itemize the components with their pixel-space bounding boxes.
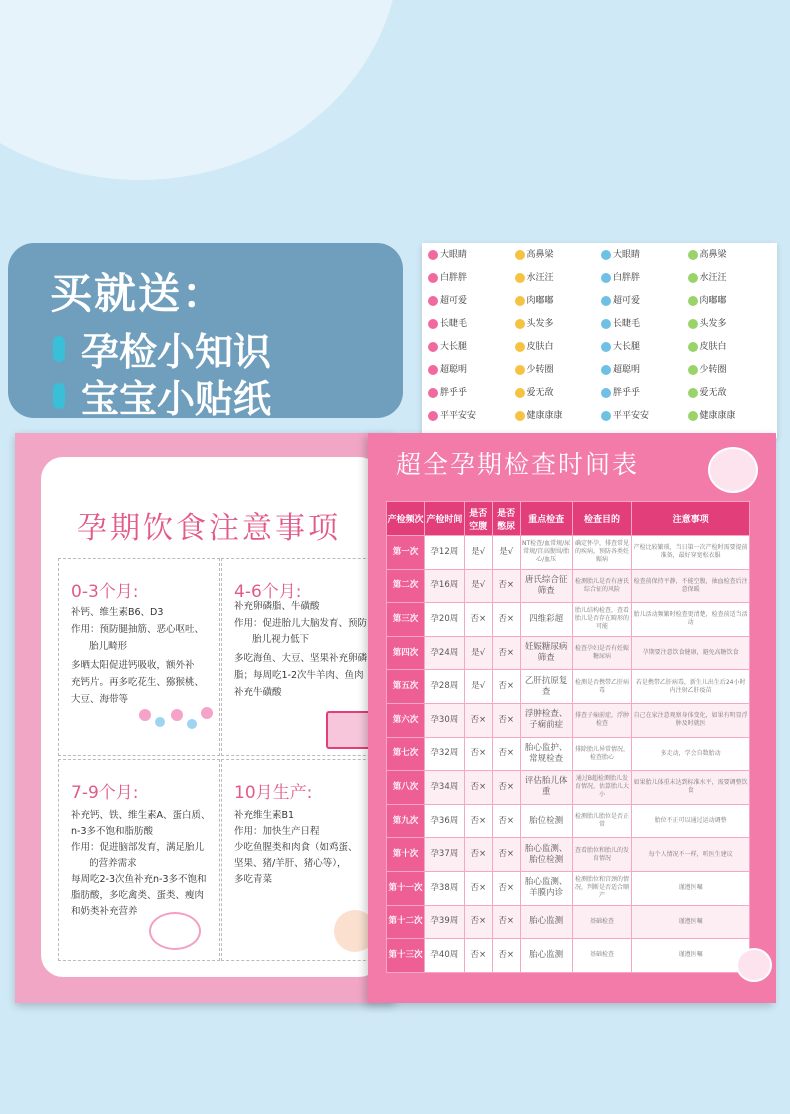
table-cell: 否× [464,939,492,973]
table-cell: 四维彩超 [520,603,572,637]
sticker-icon [688,365,698,375]
table-cell: 基础检查 [572,939,632,973]
schedule-sheet [368,433,776,1003]
sticker-icon [601,296,611,306]
diet-line: 多晒太阳促进钙吸收，额外补 [71,660,195,671]
sticker [428,270,515,286]
sticker-icon [515,365,525,375]
table-row [387,771,750,805]
table-row [387,636,750,670]
sticker-icon [688,273,698,283]
diet-line: 少吃鱼腥类和肉食（如鸡蛋、 [234,842,358,853]
table-cell: 检查孕妇是否有妊娠糖尿病 [572,636,632,670]
sticker-icon [428,296,438,306]
table-cell: 否× [492,737,520,771]
table-cell: 胎心监测、胎位检测 [520,838,572,872]
sticker [688,385,775,401]
sticker-label: 高鼻梁 [699,250,727,260]
sticker-label: 超聪明 [613,365,641,375]
heart-balloon-icon [171,709,183,721]
table-row [387,536,750,570]
table-cell: 谨遵医嘱 [632,905,750,939]
sticker-label: 肉嘟嘟 [699,296,727,306]
diet-line: n-3多不饱和脂肪酸 [71,826,153,837]
table-cell: 乙肝抗原复查 [520,670,572,704]
sticker-icon [515,296,525,306]
table-cell: 确定怀孕，排查常见的疾病，预防各类妊娠病 [572,536,632,570]
table-cell: 否× [492,670,520,704]
promo-item-label: 孕检小知识 [81,330,272,374]
table-cell: 若是携带乙肝病毒，新生儿出生后24小时内注射乙肝疫苗 [632,670,750,704]
table-cell: 第十三次 [387,939,425,973]
promo-item-stickers [53,368,271,423]
diet-line: 多吃海鱼、大豆、坚果补充卵磷 [234,653,368,664]
sticker-label: 健康康康 [699,411,736,421]
table-cell: 孕39周 [424,905,464,939]
table-cell: 检测胎儿胎位是否正常 [572,804,632,838]
table-cell: 第六次 [387,703,425,737]
table-header-cell: 产检频次 [387,502,425,536]
sticker-sheet [422,243,777,438]
sticker-icon [428,250,438,260]
sticker-label: 爱无敌 [699,388,727,398]
table-cell: NT检查/血常规/尿常规/宫高腹围/胎心/血压 [520,536,572,570]
sticker [601,362,688,378]
table-row [387,737,750,771]
diet-line: 脂肪酸，多吃禽类、蛋类、瘦肉 [71,890,205,901]
table-cell: 孕30周 [424,703,464,737]
table-cell: 基础检查 [572,905,632,939]
diet-box-heading: 4-6个月: [234,582,302,602]
table-row [387,703,750,737]
diet-box-heading: 0-3个月: [71,582,139,602]
table-cell: 第三次 [387,603,425,637]
table-row [387,569,750,603]
table-cell: 否× [464,838,492,872]
sticker [428,339,515,355]
sticker-label: 长睫毛 [440,319,468,329]
sticker-label: 水汪汪 [699,273,727,283]
mascot-icon [736,948,772,982]
table-cell: 是√ [492,536,520,570]
sticker [515,316,602,332]
diet-box-heading: 10月生产: [234,783,313,803]
table-cell: 孕24周 [424,636,464,670]
table-cell: 孕34周 [424,771,464,805]
sticker-icon [688,250,698,260]
sticker-icon [688,388,698,398]
promo-item-label: 宝宝小贴纸 [81,377,272,421]
heart-balloon-icon [155,717,165,727]
sticker [428,408,515,424]
table-cell: 妊娠糖尿病筛查 [520,636,572,670]
diet-box-7-9 [58,759,220,961]
table-cell: 第一次 [387,536,425,570]
sticker-icon [428,273,438,283]
sticker [601,270,688,286]
table-cell: 胎儿结构检查，查看胎儿是否存在畸形的可能 [572,603,632,637]
mascot-icon [708,447,758,493]
heart-balloon-icon [201,707,213,719]
sticker-label: 头发多 [699,319,727,329]
bullet-icon [53,383,65,409]
sticker-icon [428,411,438,421]
table-header-cell: 是否憋尿 [492,502,520,536]
sheep-icon [149,912,201,950]
sticker [688,339,775,355]
table-cell: 否× [492,771,520,805]
table-cell: 谨遵医嘱 [632,939,750,973]
sticker [601,339,688,355]
table-cell: 是√ [464,636,492,670]
table-cell: 孕20周 [424,603,464,637]
table-cell: 检测胎儿是否有唐氏综合征的风险 [572,569,632,603]
sticker-label: 白胖胖 [440,273,468,283]
sticker-icon [601,365,611,375]
diet-line: 胎儿视力低下 [234,634,310,645]
table-cell: 第五次 [387,670,425,704]
bullet-icon [53,336,65,362]
sticker-icon [601,342,611,352]
diet-line: 补充维生素B1 [234,810,295,821]
sticker-icon [515,273,525,283]
table-cell: 第九次 [387,804,425,838]
sticker-label: 健康康康 [526,411,563,421]
sticker-icon [515,411,525,421]
sticker-icon [428,319,438,329]
table-cell: 是√ [464,670,492,704]
table-cell: 胎心监测 [520,939,572,973]
table-cell: 否× [464,603,492,637]
sticker-icon [601,273,611,283]
heart-balloon-icon [139,709,151,721]
table-cell: 第二次 [387,569,425,603]
table-cell: 自己在家注意观察身体变化，如果有明显浮肿及时就医 [632,703,750,737]
sticker-icon [688,319,698,329]
table-cell: 否× [464,771,492,805]
sticker [515,293,602,309]
table-cell: 否× [492,569,520,603]
diet-line: 和奶类补充营养 [71,906,138,917]
sticker [515,339,602,355]
table-cell: 评估胎儿体重 [520,771,572,805]
sticker-icon [428,342,438,352]
table-header-row [387,502,750,536]
table-cell: 胎心监测 [520,905,572,939]
sticker-icon [515,342,525,352]
table-cell: 孕38周 [424,871,464,905]
table-cell: 如果胎儿体重未达到标准水平，需要调整饮食 [632,771,750,805]
sticker [688,362,775,378]
table-cell: 排查子痫前症，浮肿检查 [572,703,632,737]
diet-line: 补钙、维生素B6、D3 [71,607,164,618]
diet-line: 作用：预防腿抽筋、恶心呕吐、 [71,624,205,635]
table-cell: 第八次 [387,771,425,805]
sticker-label: 少转圈 [699,365,727,375]
sticker-icon [601,250,611,260]
table-cell: 胎心监测、羊膜内诊 [520,871,572,905]
diet-box-heading: 7-9个月: [71,783,139,803]
table-cell: 孕32周 [424,737,464,771]
diet-line: 胎儿畸形 [71,641,128,652]
table-cell: 是√ [464,569,492,603]
table-cell: 否× [492,804,520,838]
sticker-label: 平平安安 [613,411,650,421]
diet-line: 大豆、海带等 [71,694,129,705]
sticker [428,316,515,332]
sticker-label: 平平安安 [440,411,477,421]
table-cell: 胎儿活动频繁时检查更清楚，检查前适当活动 [632,603,750,637]
sticker [428,247,515,263]
table-cell: 通过B超检测胎儿发育情况，估算胎儿大小 [572,771,632,805]
sticker [515,362,602,378]
sticker-icon [515,319,525,329]
table-cell: 每个人情况不一样，听医生建议 [632,838,750,872]
table-cell: 胎心监护、常规检查 [520,737,572,771]
sticker [515,270,602,286]
diet-line: 多吃青菜 [234,874,273,885]
table-row [387,838,750,872]
sticker-icon [688,342,698,352]
table-row [387,905,750,939]
table-cell: 胎位不正可以通过运动调整 [632,804,750,838]
table-cell: 否× [464,905,492,939]
table-cell: 孕12周 [424,536,464,570]
table-cell: 孕36周 [424,804,464,838]
sticker [601,385,688,401]
table-header-cell: 是否空腹 [464,502,492,536]
sticker [428,293,515,309]
sticker [688,408,775,424]
sticker [601,316,688,332]
sticker-icon [688,411,698,421]
sticker-label: 大长腿 [613,342,641,352]
table-cell: 检测胎位和宫颈的情况，判断是否适合顺产 [572,871,632,905]
table-cell: 孕37周 [424,838,464,872]
sticker-icon [601,411,611,421]
diet-line: 作用：促进脑部发育，满足胎儿 [71,842,205,853]
table-cell: 孕期要注意饮食健康，避免高糖饮食 [632,636,750,670]
sticker-grid [428,247,774,424]
table-cell: 检测是否携带乙肝病毒 [572,670,632,704]
table-header-cell: 产检时间 [424,502,464,536]
diet-line: 作用：加快生产日程 [234,826,320,837]
table-cell: 否× [492,939,520,973]
sticker [688,270,775,286]
table-header-cell: 检查目的 [572,502,632,536]
table-cell: 第十二次 [387,905,425,939]
diet-box-4-6 [221,558,381,756]
table-cell: 否× [492,871,520,905]
table-row [387,670,750,704]
table-cell: 否× [464,703,492,737]
sticker-label: 爱无敌 [526,388,554,398]
sticker-label: 大长腿 [440,342,468,352]
sticker-icon [428,388,438,398]
table-cell: 谨遵医嘱 [632,871,750,905]
sticker [515,408,602,424]
schedule-table [386,501,750,973]
table-header-cell: 重点检查 [520,502,572,536]
sticker-label: 长睫毛 [613,319,641,329]
table-cell: 排除胎儿异常情况，检查胎心 [572,737,632,771]
diet-title: 孕期饮食注意事项 [77,511,341,546]
heart-balloon-icon [187,719,197,729]
sticker-label: 少转圈 [526,365,554,375]
sticker-icon [601,319,611,329]
sticker-label: 大眼睛 [613,250,641,260]
diet-line: 补充牛磺酸 [234,687,282,698]
table-cell: 多走动，学会自数胎动 [632,737,750,771]
table-cell: 是√ [464,536,492,570]
sticker [428,385,515,401]
sticker-label: 超可爱 [613,296,641,306]
sticker [601,247,688,263]
table-row [387,939,750,973]
sticker [515,247,602,263]
sticker [601,293,688,309]
sticker-label: 水汪汪 [526,273,554,283]
sticker-label: 白胖胖 [613,273,641,283]
sticker [428,362,515,378]
table-row [387,603,750,637]
sticker-label: 超可爱 [440,296,468,306]
table-cell: 孕28周 [424,670,464,704]
diet-line: 每周吃2-3次鱼补充n-3多不饱和 [71,874,207,885]
sticker-label: 肉嘟嘟 [526,296,554,306]
diet-line: 补充卵磷脂、牛磺酸 [234,601,320,612]
diet-sheet [15,433,395,1003]
diet-line: 脂；每周吃1-2次牛羊肉、鱼肉 [234,670,364,681]
diet-box-10 [221,759,381,961]
table-cell: 第十一次 [387,871,425,905]
sticker [688,247,775,263]
table-cell: 否× [492,703,520,737]
table-header-cell: 注意事项 [632,502,750,536]
table-cell: 孕40周 [424,939,464,973]
sticker-label: 高鼻梁 [526,250,554,260]
sticker-icon [515,388,525,398]
sticker [688,293,775,309]
table-row [387,871,750,905]
diet-line: 坚果、猪/羊肝、猪心等）， [234,858,347,869]
table-cell: 否× [492,838,520,872]
sticker-icon [515,250,525,260]
sticker-label: 大眼睛 [440,250,468,260]
diet-line: 的营养需求 [71,858,137,869]
sticker-icon [601,388,611,398]
diet-line: 作用：促进胎儿大脑发育、预防 [234,618,368,629]
diet-line: 补充钙、铁、维生素A、蛋白质、 [71,810,211,821]
table-cell: 第十次 [387,838,425,872]
promo-title: 买就送： [50,269,227,318]
sticker [601,408,688,424]
diet-box-0-3 [58,558,220,756]
sticker-label: 头发多 [526,319,554,329]
sticker [515,385,602,401]
schedule-title: 超全孕期检查时间表 [396,450,640,479]
table-cell: 否× [464,804,492,838]
sticker-label: 超聪明 [440,365,468,375]
background-blob [0,0,400,180]
table-cell: 否× [464,737,492,771]
table-cell: 否× [492,603,520,637]
table-cell: 查看胎位和胎儿的发育情况 [572,838,632,872]
sticker-label: 胖乎乎 [613,388,641,398]
table-cell: 孕16周 [424,569,464,603]
sticker [688,316,775,332]
sticker-label: 皮肤白 [699,342,727,352]
table-cell: 第七次 [387,737,425,771]
table-cell: 第四次 [387,636,425,670]
sticker-icon [688,296,698,306]
gift-promo-panel [8,243,403,421]
table-cell: 否× [492,905,520,939]
sticker-icon [428,365,438,375]
table-cell: 唐氏综合征筛查 [520,569,572,603]
diet-line: 充钙片。再多吃花生、猕猴桃、 [71,677,205,688]
table-cell: 产检比较繁琐，当日第一次产检时需要提前准备，最好穿宽松衣服 [632,536,750,570]
table-cell: 检查前保持平静，不能空腹，抽血检查后注意保暖 [632,569,750,603]
table-cell: 胎位检测 [520,804,572,838]
table-cell: 否× [464,871,492,905]
sticker-label: 胖乎乎 [440,388,468,398]
sticker-label: 皮肤白 [526,342,554,352]
table-row [387,804,750,838]
table-cell: 浮肿检查、子痫前症 [520,703,572,737]
table-cell: 否× [492,636,520,670]
